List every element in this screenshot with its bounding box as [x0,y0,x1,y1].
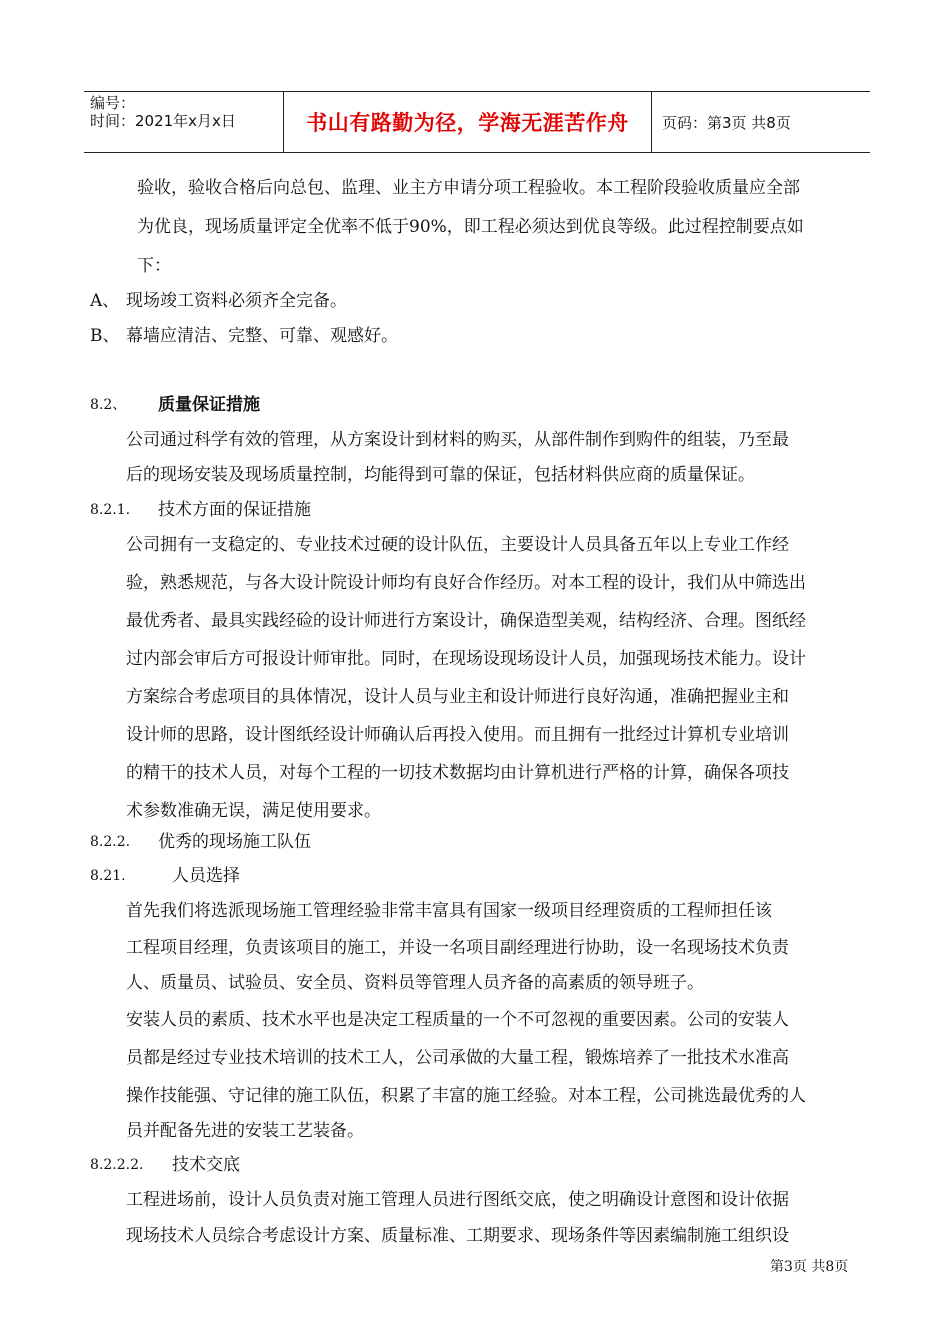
section-number: 8.2.1. [90,502,131,518]
paragraph-line: 术参数准确无误，满足使用要求。 [126,801,381,821]
section-heading: 质量保证措施 [158,395,260,415]
page-footer: 第3页 共8页 [770,1259,849,1275]
section-number: 8.21. [90,868,126,884]
paragraph-line: 公司拥有一支稳定的、专业技术过硬的设计队伍，主要设计人员具备五年以上专业工作经 [126,535,789,555]
header-info-cell [84,92,284,152]
paragraph-line: 员都是经过专业技术培训的技术工人，公司承做的大量工程，锻炼培养了一批技术水准高 [126,1048,789,1068]
paragraph-line: 工程进场前，设计人员负责对施工管理人员进行图纸交底，使之明确设计意图和设计依据 [126,1190,789,1210]
section-number: 8.2、 [90,397,127,413]
paragraph-line: 安装人员的素质、技术水平也是决定工程质量的一个不可忽视的重要因素。公司的安装人 [126,1010,789,1030]
header-page-label: 页码：第3页 共8页 [662,113,791,132]
section-number: 8.2.2.2. [90,1157,144,1173]
paragraph-line: 的精干的技术人员，对每个工程的一切技术数据均由计算机进行严格的计算，确保各项技 [126,763,789,783]
paragraph-line: 下： [137,256,171,276]
list-marker-b: B、 [90,326,120,346]
section-heading: 技术方面的保证措施 [158,500,311,520]
paragraph-line: 验，熟悉规范，与各大设计院设计师均有良好合作经历。对本工程的设计，我们从中筛选出 [126,573,806,593]
paragraph-line: 人、质量员、试验员、安全员、资料员等管理人员齐备的高素质的领导班子。 [126,973,704,993]
list-item-a: 现场竣工资料必须齐全完备。 [126,291,347,311]
section-heading: 技术交底 [172,1155,240,1175]
paragraph-line: 现场技术人员综合考虑设计方案、质量标准、工期要求、现场条件等因素编制施工组织设 [126,1226,789,1246]
list-item-b: 幕墙应清洁、完整、可靠、观感好。 [126,326,398,346]
paragraph-line: 操作技能强、守记律的施工队伍，积累了丰富的施工经验。对本工程，公司挑选最优秀的人 [126,1086,806,1106]
paragraph-line: 方案综合考虑项目的具体情况，设计人员与业主和设计师进行良好沟通，准确把握业主和 [126,687,789,707]
section-heading: 优秀的现场施工队伍 [158,832,311,852]
section-number: 8.2.2. [90,834,131,850]
paragraph-line: 工程项目经理，负责该项目的施工，并设一名项目副经理进行协助，设一名现场技术负责 [126,938,789,958]
list-marker-a: A、 [90,291,120,311]
paragraph-line: 员并配备先进的安装工艺装备。 [126,1121,364,1141]
paragraph-line: 最优秀者、最具实践经硷的设计师进行方案设计，确保造型美观，结构经济、合理。图纸经 [126,611,806,631]
page-header [84,91,870,153]
paragraph-line: 验收，验收合格后向总包、监理、业主方申请分项工程验收。本工程阶段验收质量应全部 [137,178,800,198]
document-time-label: 时间：2021年x月x日 [90,112,236,130]
paragraph-line: 设计师的思路，设计图纸经设计师确认后再投入使用。而且拥有一批经过计算机专业培训 [126,725,789,745]
paragraph-line: 后的现场安装及现场质量控制，均能得到可靠的保证，包括材料供应商的质量保证。 [126,465,755,485]
document-number-label: 编号： [90,94,136,112]
paragraph-line: 首先我们将选派现场施工管理经验非常丰富具有国家一级项目经理资质的工程师担任该 [126,901,772,921]
paragraph-line: 为优良，现场质量评定全优率不低于90%，即工程必须达到优良等级。此过程控制要点如 [137,217,804,237]
header-motto: 书山有路勤为径，学海无涯苦作舟 [284,92,652,152]
paragraph-line: 过内部会审后方可报设计师审批。同时，在现场设现场设计人员，加强现场技术能力。设计 [126,649,806,669]
paragraph-line: 公司通过科学有效的管理，从方案设计到材料的购买，从部件制作到购件的组装，乃至最 [126,430,789,450]
section-heading: 人员选择 [172,866,240,886]
